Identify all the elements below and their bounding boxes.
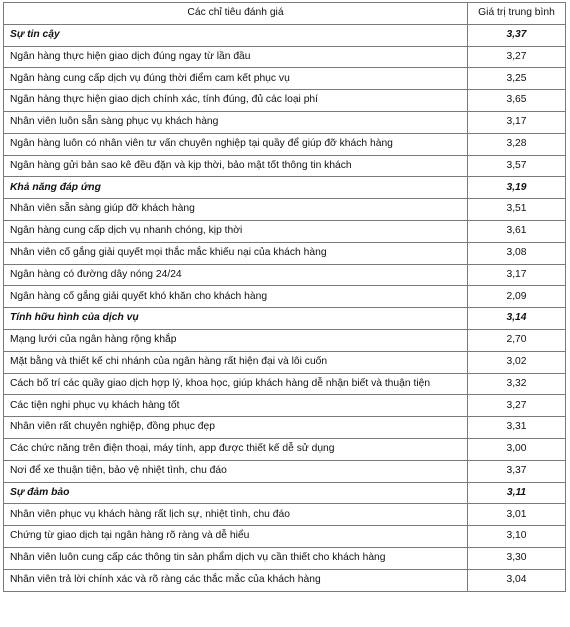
table-row xyxy=(4,242,566,264)
table-row xyxy=(4,68,566,90)
row-label: Mạng lưới của ngân hàng rộng khắp xyxy=(4,329,468,351)
row-value: 3,27 xyxy=(468,46,566,68)
table-row xyxy=(4,199,566,221)
table-row xyxy=(4,569,566,591)
table-row xyxy=(4,460,566,482)
row-value: 3,25 xyxy=(468,68,566,90)
table-row xyxy=(4,155,566,177)
table-row xyxy=(4,220,566,242)
table-row xyxy=(4,90,566,112)
table-row xyxy=(4,438,566,460)
table-row xyxy=(4,417,566,439)
group-title: Sự đảm bảo xyxy=(4,482,468,504)
row-value: 3,08 xyxy=(468,242,566,264)
row-label: Nhân viên rất chuyên nghiệp, đồng phục đẹp xyxy=(4,417,468,439)
group-row-tangibles xyxy=(4,308,566,330)
group-row-assurance xyxy=(4,482,566,504)
row-value: 3,27 xyxy=(468,395,566,417)
group-title: Sự tin cậy xyxy=(4,24,468,46)
table-row xyxy=(4,264,566,286)
table-row xyxy=(4,504,566,526)
table-row xyxy=(4,351,566,373)
row-value: 3,31 xyxy=(468,417,566,439)
row-label: Ngân hàng cố gắng giải quyết khó khăn cho khách hàng xyxy=(4,286,468,308)
criteria-column-header: Các chỉ tiêu đánh giá xyxy=(4,3,468,25)
row-label: Ngân hàng có đường dây nóng 24/24 xyxy=(4,264,468,286)
row-label: Nhân viên trả lời chính xác và rõ ràng các thắc mắc của khách hàng xyxy=(4,569,468,591)
row-label: Nhân viên cố gắng giải quyết mọi thắc mắc khiếu nại của khách hàng xyxy=(4,242,468,264)
table-row xyxy=(4,133,566,155)
row-label: Mặt bằng và thiết kế chi nhánh của ngân hàng rất hiện đại và lôi cuốn xyxy=(4,351,468,373)
average-column-header: Giá trị trung bình xyxy=(468,3,566,25)
row-label: Các chức năng trên điện thoại, máy tính, app được thiết kế dễ sử dụng xyxy=(4,438,468,460)
row-value: 3,57 xyxy=(468,155,566,177)
row-label: Nhân viên phục vụ khách hàng rất lịch sự, nhiệt tình, chu đáo xyxy=(4,504,468,526)
row-value: 3,00 xyxy=(468,438,566,460)
row-label: Ngân hàng cung cấp dịch vụ nhanh chóng, kịp thời xyxy=(4,220,468,242)
row-value: 3,10 xyxy=(468,526,566,548)
row-label: Nhân viên luôn sẵn sàng phục vụ khách hàng xyxy=(4,111,468,133)
row-label: Ngân hàng gửi bản sao kê đều đặn và kịp thời, bảo mật tốt thông tin khách xyxy=(4,155,468,177)
row-value: 3,51 xyxy=(468,199,566,221)
table-row xyxy=(4,373,566,395)
group-row-responsiveness xyxy=(4,177,566,199)
row-label: Ngân hàng cung cấp dịch vụ đúng thời điểm cam kết phục vụ xyxy=(4,68,468,90)
row-label: Nhân viên sẵn sàng giúp đỡ khách hàng xyxy=(4,199,468,221)
row-value: 3,01 xyxy=(468,504,566,526)
row-label: Các tiện nghi phục vụ khách hàng tốt xyxy=(4,395,468,417)
table-row xyxy=(4,46,566,68)
row-label: Cách bố trí các quầy giao dịch hợp lý, khoa học, giúp khách hàng dễ nhận biết và thuận tiện xyxy=(4,373,468,395)
row-value: 3,32 xyxy=(468,373,566,395)
row-label: Ngân hàng thực hiện giao dịch chính xác, tính đúng, đủ các loại phí xyxy=(4,90,468,112)
table-row xyxy=(4,111,566,133)
row-value: 2,09 xyxy=(468,286,566,308)
table-row xyxy=(4,526,566,548)
group-value: 3,11 xyxy=(468,482,566,504)
table-header-row xyxy=(4,3,566,25)
table-row xyxy=(4,286,566,308)
evaluation-table xyxy=(3,2,566,592)
group-value: 3,19 xyxy=(468,177,566,199)
group-row-reliability xyxy=(4,24,566,46)
row-value: 3,61 xyxy=(468,220,566,242)
row-label: Nhân viên luôn cung cấp các thông tin sản phẩm dịch vụ cần thiết cho khách hàng xyxy=(4,547,468,569)
group-value: 3,37 xyxy=(468,24,566,46)
row-value: 3,04 xyxy=(468,569,566,591)
row-value: 3,37 xyxy=(468,460,566,482)
group-value: 3,14 xyxy=(468,308,566,330)
table-row xyxy=(4,329,566,351)
row-label: Nơi để xe thuận tiện, bảo vệ nhiệt tình, chu đáo xyxy=(4,460,468,482)
table-row xyxy=(4,395,566,417)
row-value: 3,65 xyxy=(468,90,566,112)
row-label: Ngân hàng thực hiện giao dịch đúng ngay từ lần đầu xyxy=(4,46,468,68)
row-value: 3,28 xyxy=(468,133,566,155)
group-title: Khả năng đáp ứng xyxy=(4,177,468,199)
row-label: Chứng từ giao dịch tại ngân hàng rõ ràng và dễ hiểu xyxy=(4,526,468,548)
evaluation-table-container xyxy=(3,2,565,592)
row-label: Ngân hàng luôn có nhân viên tư vấn chuyên nghiệp tại quầy để giúp đỡ khách hàng xyxy=(4,133,468,155)
group-title: Tính hữu hình của dịch vụ xyxy=(4,308,468,330)
row-value: 3,17 xyxy=(468,264,566,286)
row-value: 3,02 xyxy=(468,351,566,373)
row-value: 3,30 xyxy=(468,547,566,569)
table-row xyxy=(4,547,566,569)
row-value: 3,17 xyxy=(468,111,566,133)
row-value: 2,70 xyxy=(468,329,566,351)
